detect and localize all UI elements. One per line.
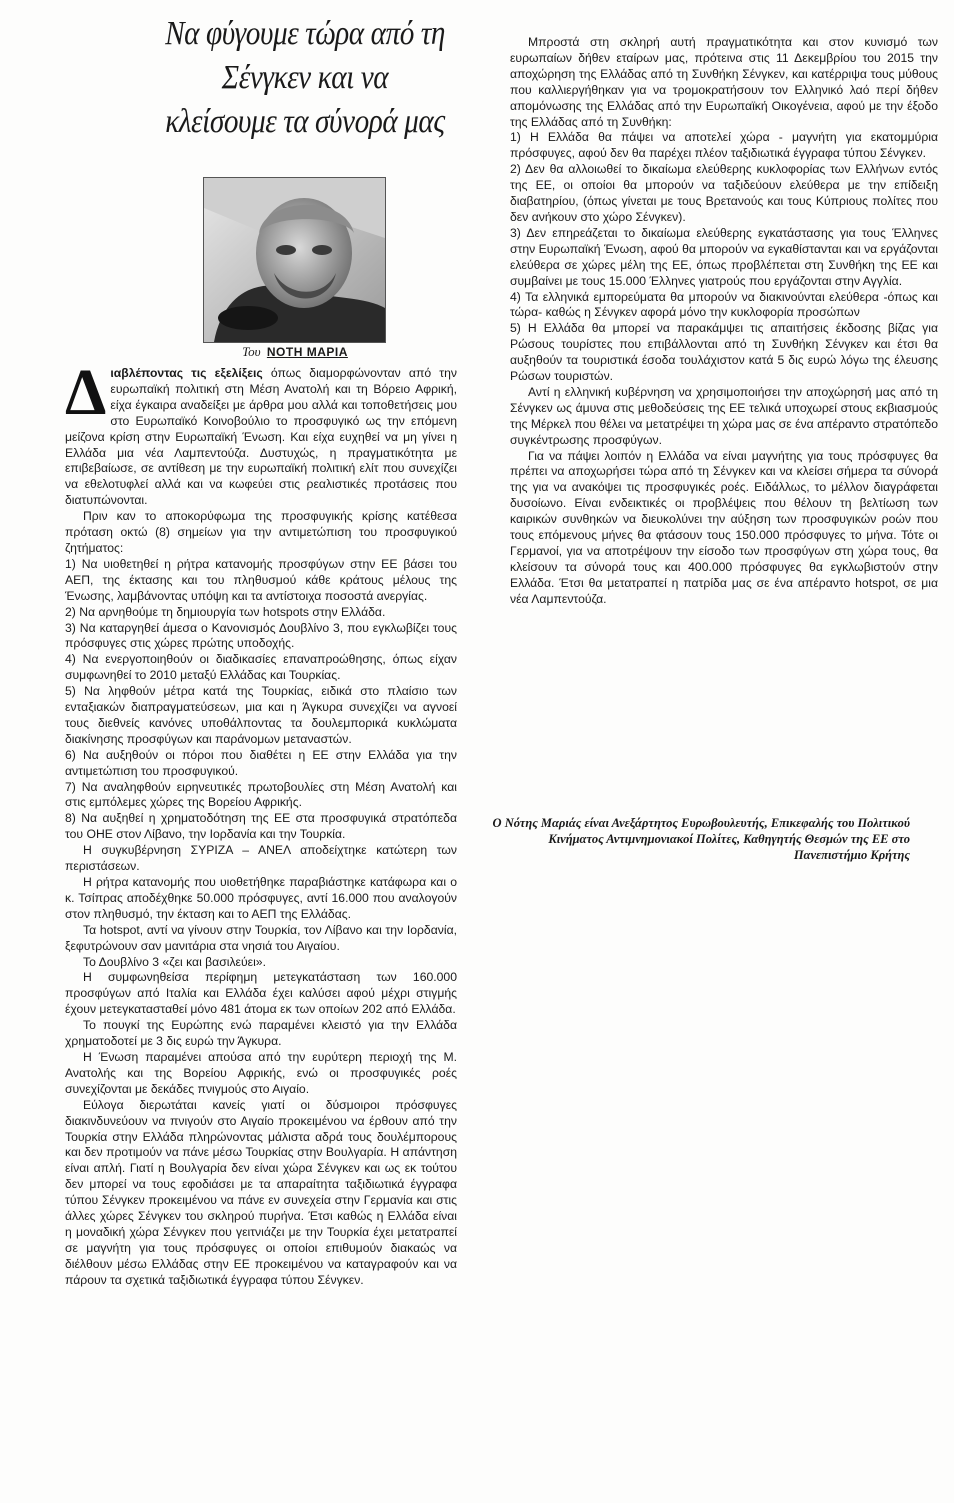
- list-item: 2) Δεν θα αλλοιωθεί το δικαίωμα ελεύθερης κυκλοφορίας των Ελλήνων εντός της ΕΕ, οι οποίοι θα μπορούν να ταξιδεύουν ελεύθερα με την επίδειξη διαβατηρίου, (όπως γίνεται με τους Βρετανούς και τους Κύπριους πολίτες που δεν ανήκουν στο χώρο Σένγκεν).: [510, 162, 938, 224]
- paragraph: Η Ένωση παραμένει απούσα από την ευρύτερη περιοχή της Μ. Ανατολής και της Βορείου Αφρικής, ενώ οι προσφυγικές ροές συνεχίζονται με δεκάδες πνιγμούς στο Αιγαίο.: [65, 1049, 457, 1096]
- paragraph: Τα hotspot, αντί να γίνουν στην Τουρκία, τον Λίβανο και την Ιορδανία, ξεφυτρώνουν σαν μανιτάρια στα νησιά του Αιγαίου.: [65, 922, 457, 953]
- paragraph-text: όπως διαμορφώνονταν από την ευρωπαϊκή πολιτική στη Μέση Ανατολή και τη Βόρειο Αφρική, είχα έγκαιρα αναδείξει με άρθρα μου αλλά και τοποθετήσεις μου στο Ευρωπαϊκό Κοινοβούλιο το προσφυγικό ως την επόμενη μείζονα κρίση στην Ευρωπαϊκή Ένωση. Και είχα ευχηθεί να μη γίνει η Ελλάδα μια νέα Λαμπεντούζα. Δυστυχώς, η πραγματικότητα με επιβεβαίωσε, σε αντίθεση με την ευρωπαϊκή πολιτική ελίτ που συνεχίζει να εθελοτυφλεί αλλά και να κωφεύει στις ρεαλιστικές προτάσεις που διατυπώνονται.: [65, 366, 457, 508]
- paragraph: Μπροστά στη σκληρή αυτή πραγματικότητα και στον κυνισμό των ευρωπαίων δήθεν εταίρων μας, πρότεινα στις 11 Δεκεμβρίου του 2015 την αποχώρηση της Ελλάδας από τη Συνθήκη Σένγκεν, και κατέρριψα τους μύθους που καλλιεργήθηκαν για να τρομοκρατήσουν τον Ελληνικό λαό περί δήθεν απομόνωσης της Ελλάδας από την Ευρωπαϊκή Οικογένεια, αφού με την έξοδο της Ελλάδας από τη Συνθήκη:: [510, 35, 938, 129]
- lead-paragraph: [65, 356, 457, 509]
- list-item: 3) Δεν επηρεάζεται το δικαίωμα ελεύθερης εγκατάστασης για τους Έλληνες στην Ευρωπαϊκή Ένωση, αφού θα μπορούν να εγκαθίστανται και να εργάζονται ελεύθερα σε χώρες μέλη της ΕΕ, όπως προβλέπεται στη Συνθήκη της ΕΕ και συμβαίνει με τους 15.000 Έλληνες γιατρούς που εργάζονται στην Αγγλία.: [510, 225, 938, 288]
- lead-in: ιαβλέποντας τις εξελίξεις: [110, 366, 263, 380]
- list-item: 6) Να αυξηθούν οι πόροι που διαθέτει η ΕΕ στην Ελλάδα για την αντιμετώπιση του προσφυγικού.: [65, 747, 457, 778]
- list-item: 4) Να ενεργοποιηθούν οι διαδικασίες επαναπροώθησης, όπως είχαν συμφωνηθεί το 2010 μεταξύ Ελλάδας και Τουρκίας.: [65, 652, 457, 683]
- paragraph: Αντί η ελληνική κυβέρνηση να χρησιμοποιήσει την αποχώρησή μας από τη Σένγκεν ως άμυνα στις μεθοδεύσεις της ΕΕ τελικά υποχωρεί στους εκβιασμούς της Μέρκελ που θέλει να μετατρέψει τη χώρα μας σε ένα απέραντο στρατόπεδο συγκέντρωσης προσφύγων.: [510, 384, 938, 447]
- byline-author-name: ΝΟΤΗ ΜΑΡΙΑ: [266, 345, 348, 359]
- byline-label: Του: [242, 344, 261, 359]
- left-column: [65, 356, 457, 1289]
- paragraph: Για να πάψει λοιπόν η Ελλάδα να είναι μαγνήτης για τους πρόσφυγες θα πρέπει να αποχωρήσει τώρα από τη Σένγκεν και να κλείσει σήμερα τα σύνορά της για να ανακόψει τις προσφυγικές ροές. Ειδάλλως, το μέλλον διαγράφεται δυσοίωνο. Είναι ενδεικτικές οι προβλέψεις που θέλουν τη βελτίωση των καιρικών συνθηκών να διευκολύνει την αύξηση των προσφυγικών ροών που τους επόμενους μήνες θα φτάσουν τους 150.000 πρόσφυγες το μήνα. Τότε οι Γερμανοί, για να αποτρέψουν την είσοδο των προσφύγων στη χώρα τους, θα κλείσουν τα σύνορά τους και 400.000 πρόσφυγες θα εγκλωβιστούν στην Ελλάδα. Έτσι θα μετατραπεί η πατρίδα μας σε ένα απέραντο hotspot, σε μια νέα Λαμπεντούζα.: [510, 448, 938, 606]
- list-item: 7) Να αναληφθούν ειρηνευτικές πρωτοβουλίες στη Μέση Ανατολή και στις εμπόλεμες χώρες της Βορείου Αφρικής.: [65, 779, 457, 810]
- list-item: 8) Να αυξηθεί η χρηματοδότηση της ΕΕ στα προσφυγικά στρατόπεδα του ΟΗΕ στον Λίβανο, την Ιορδανία και την Τουρκία.: [65, 811, 457, 842]
- paragraph: Το πουγκί της Ευρώπης ενώ παραμένει κλειστό για την Ελλάδα χρηματοδοτεί με 3 δις ευρώ την Άγκυρα.: [65, 1018, 457, 1049]
- paragraph: Η συμφωνηθείσα περίφημη μετεγκατάσταση των 160.000 προσφύγων από Ιταλία και Ελλάδα έχει καλύσει αφού μέχρι στιγμής έχουν μετεγκατασταθεί μόνο 481 άτομα εκ των οποίων 202 από Ελλάδα.: [65, 970, 457, 1017]
- list-item: 2) Να αρνηθούμε τη δημιουργία των hotspots στην Ελλάδα.: [65, 604, 386, 619]
- author-photo: [203, 177, 386, 343]
- paragraph: Η ρήτρα κατανομής που υιοθετήθηκε παραβιάστηκε κατάφωρα και ο κ. Τσίπρας αποδέχθηκε 50.000 πρόσφυγες, αντί 16.000 που αναλογούν στον πληθυσμό, την έκταση και το ΑΕΠ της Ελλάδας.: [65, 875, 457, 921]
- paragraph: Το Δουβλίνο 3 «ζει και βασιλεύει».: [83, 954, 266, 969]
- paragraph: Πριν καν το αποκορύφωμα της προσφυγικής κρίσης κατέθεσα πρόταση οκτώ (8) σημείων για την αντιμετώπιση του προσφυγικού ζητήματος:: [65, 509, 457, 555]
- paragraph: Η συγκυβέρνηση ΣΥΡΙΖΑ – ΑΝΕΛ αποδείχτηκε κατώτερη των περιστάσεων.: [65, 843, 457, 874]
- author-portrait-illustration: [204, 178, 385, 342]
- paragraph: Εύλογα διερωτάται κανείς γιατί οι δύσμοιροι πρόσφυγες διακινδυνεύουν να πνιγούν στο Αιγαίο προκειμένου να έρθουν από την Τουρκία στην Ελλάδα πληρώνοντας μάλιστα αδρά τους δουλέμπορους και δεν προτιμούν να πάνε μέσω Τουρκίας στην Βουλγαρία. Η απάντηση είναι απλή. Γιατί η Βουλγαρία δεν είναι χώρα Σένγκεν και ως εκ τούτου δεν μπορεί να τους εφοδιάσει με τα απαραίτητα ταξιδιωτικά έγγραφα τύπου Σένγκεν προκειμένου να πάνε εν συνεχεία στην Γερμανία και στις άλλες χώρες Σένγκεν του σκληρού πυρήνα. Έτσι καθώς η Ελλάδα είναι η μοναδική χώρα Σένγκεν που γειτνιάζει με την Τουρκία έχει μετατραπεί σε μαγνήτη για τους πρόσφυγες οι οποίοι επιθυμούν διακαώς να διέλθουν μέσω Ελλάδας στην ΕΕ προκειμένου να καταγραφούν και να πάρουν τα σχετικά ταξιδιωτικά έγγραφα τύπου Σένγκεν.: [65, 1097, 457, 1287]
- list-item: 3) Να καταργηθεί άμεσα ο Κανονισμός Δουβλίνο 3, που εγκλωβίζει τους πρόσφυγες στις χώρες πρώτης υποδοχής.: [65, 620, 457, 651]
- list-item: 4) Τα ελληνικά εμπορεύματα θα μπορούν να διακινούνται ελεύθερα -όπως και τώρα- καθώς η Σένγκεν αφορά μόνο την κυκλοφορία προσώπων: [510, 289, 938, 320]
- article-headline: Να φύγουμε τώρα από τη Σένγκεν και να κλείσουμε τα σύνορά μας: [165, 15, 445, 140]
- drop-cap: Δ: [65, 356, 107, 429]
- list-item: 1) Να υιοθετηθεί η ρήτρα κατανομής προσφύγων στην ΕΕ βάσει του ΑΕΠ, της έκτασης και του πληθυσμού κάθε κράτους μέλους της Ένωσης, λαμβάνοντας υπόψη και τα αντίστοιχα ποσοστά ανεργίας.: [65, 556, 457, 603]
- author-note: Ο Νότης Μαριάς είναι Ανεξάρτητος Ευρωβουλευτής, Επικεφαλής του Πολιτικού Κινήματος Αντιμνημονιακοί Πολίτες, Καθηγητής Θεσμών της ΕΕ στο Πανεπιστήμιο Κρήτης: [492, 816, 910, 862]
- byline: [200, 344, 390, 360]
- list-item: 5) Η Ελλάδα θα μπορεί να παρακάμψει τις απαιτήσεις έκδοσης βίζας για Ρώσους τουρίστες που επιβάλλονται από τη Συνθήκη Σένγκεν και έτσι θα αυξηθούν τα τουριστικά έσοδα τουλάχιστον κατά 5 δις ευρώ λόγω της έλευσης Ρώσων τουριστών.: [510, 321, 938, 384]
- list-item: 5) Να ληφθούν μέτρα κατά της Τουρκίας, ειδικά στο πλαίσιο των ενταξιακών διαπραγματεύσεων, μια και η Άγκυρα συνεχίζει να αγνοεί τους διεθνείς κανόνες υποθάλποντας τα δουλεμπορικά κυκλώματα διακίνησης προσφύγων και παράνομων μεταναστών.: [65, 684, 457, 746]
- right-column: [510, 35, 938, 608]
- list-item: 1) Η Ελλάδα θα πάψει να αποτελεί χώρα - μαγνήτη για εκατομμύρια πρόσφυγες, αφού δεν θα παρέχει πλέον ταξιδιωτικά έγγραφα τύπου Σένγκεν.: [510, 130, 938, 161]
